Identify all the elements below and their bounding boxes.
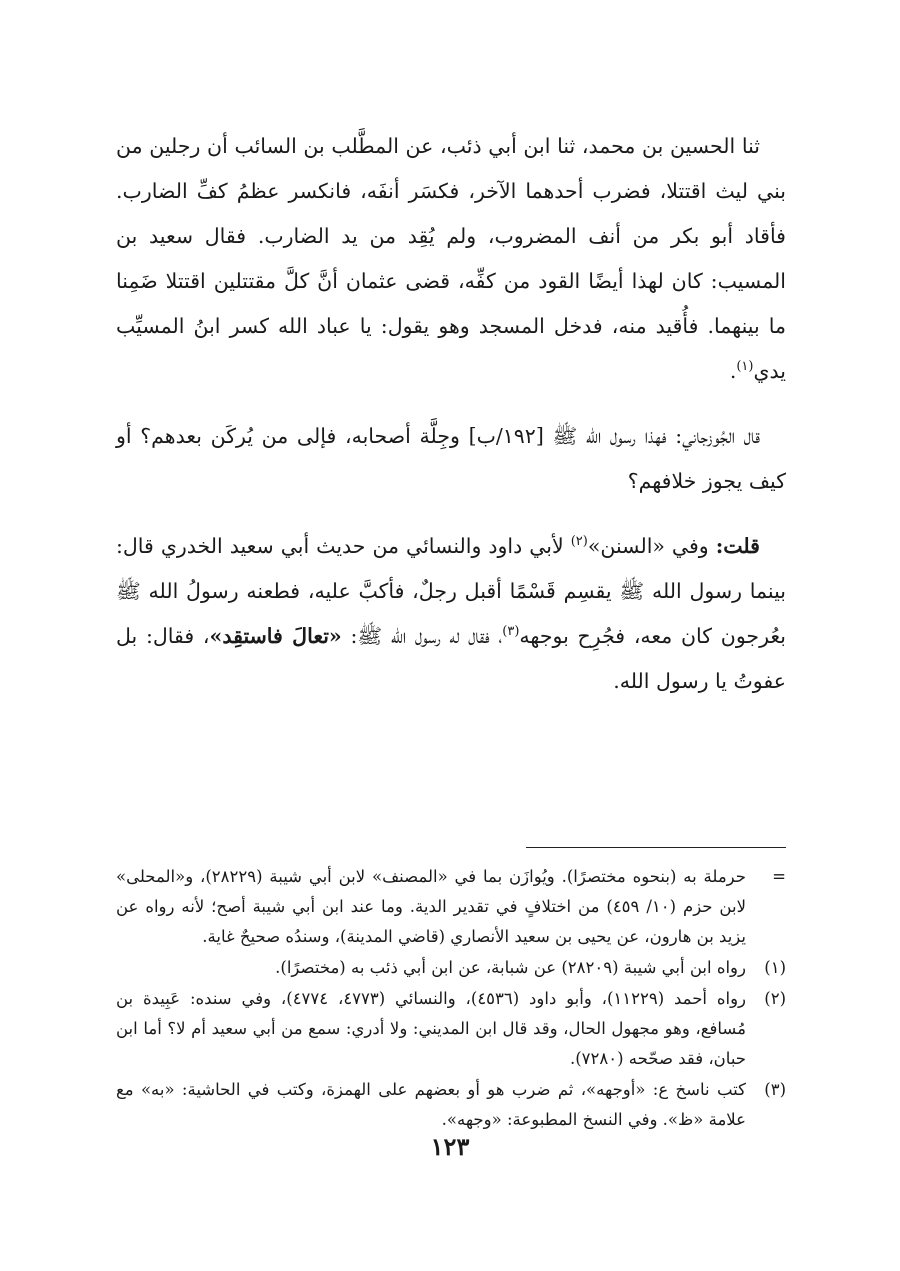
paragraph-text: لأبي داود والنسائي من حديث أبي سعيد الخدري قال: بينما رسول الله ﷺ يقسِم قَسْمًا أقبل رجلٌ، فأكبَّ عليه، فطعنه رسولُ الله ﷺ بعُرجون كان معه، فجُرِح بوجهه xyxy=(116,534,786,648)
paragraph-juzjani xyxy=(116,414,786,504)
footnote-mark: (٢) xyxy=(764,989,786,1008)
footnote-text: رواه ابن أبي شيبة (٢٨٢٠٩) عن شبابة، عن ابن أبي ذئب به (مختصرًا). xyxy=(275,958,746,977)
footnote-ref-2: (٢) xyxy=(570,534,588,550)
footnote-mark: = xyxy=(772,867,786,886)
paragraph-text: قال الجُوزجاني: فهذا رسول الله ﷺ [١٩٢/ب] وجِلَّة أصحابه، فإلى من يُركَن بعدهم؟ أو كيف يجوز خلافهم؟ xyxy=(116,424,786,493)
page-number: ١٢٣ xyxy=(430,1132,470,1161)
footnote-text: رواه أحمد (١١٢٢٩)، وأبو داود (٤٥٣٦)، والنسائي (٤٧٧٣، ٤٧٧٤)، وفي سنده: عَبِيدة بن مُسافع، وهو مجهول الحال، وقد قال ابن المديني: ولا أدري: سمع من أبي سعيد أم لا؟ أما ابن حبان، فقد صحّحه (٧٢٨٠). xyxy=(116,989,747,1068)
prophet-quote: «تعالَ فاستقِد» xyxy=(209,624,342,648)
footnote-mark: (١) xyxy=(764,958,786,977)
main-text xyxy=(116,124,786,704)
paragraph-end: . xyxy=(729,359,737,383)
footnote-ref-1: (١) xyxy=(736,359,754,375)
footnotes xyxy=(116,862,786,1136)
footnote-text: كتب ناسخ ع: «أوجهه»، ثم ضرب هو أو بعضهم على الهمزة، وكتب في الحاشية: «به» مع علامة «ظ». وفي النسخ المطبوعة: «وجهه». xyxy=(116,1080,746,1129)
paragraph-qultu xyxy=(116,524,786,704)
paragraph-text: ، فقال: بل عفوتُ يا رسول الله. xyxy=(116,624,786,693)
footnote-text: حرملة به (بنحوه مختصرًا). ويُوازَن بما في «المصنف» لابن أبي شيبة (٢٨٢٢٩)، و«المحلى» لابن حزم (١٠/ ٤٥٩) من اختلافٍ في تقدير الدية. وما عند ابن أبي شيبة أصح؛ لأنه رواه عن يزيد بن هارون، عن يحيى بن سعيد الأنصاري (قاضي المدينة)، وسندُه صحيحٌ غاية. xyxy=(116,867,746,946)
paragraph-text: وفي «السنن» xyxy=(587,534,716,558)
paragraph-hadith-narration xyxy=(116,124,786,394)
footnote-3 xyxy=(116,1075,786,1135)
footnote-1 xyxy=(116,953,786,983)
page-content xyxy=(116,124,786,1129)
paragraph-text: ثنا الحسين بن محمد، ثنا ابن أبي ذئب، عن المطَّلب بن السائب أن رجلين من بني ليث اقتتلا، فضرب أحدهما الآخر، فكسَر أنفَه، فانكسر عظمُ كفِّ الضارب. فأقاد أبو بكر من أنف المضروب، ولم يُقِد من يد الضارب. فقال سعيد بن المسيب: كان لهذا أيضًا القود من كفِّه، قضى عثمان أنَّ كلَّ مقتتلين اقتتلا ضَمِنا ما بينهما. فأُقيد منه، فدخل المسجد وهو يقول: يا عباد الله كسر ابنُ المسيِّب يدي xyxy=(116,134,786,383)
qultu-lead: قلت: xyxy=(715,534,760,558)
footnote-ref-3: (٣) xyxy=(502,624,520,640)
footnote-mark: (٣) xyxy=(764,1080,786,1099)
paragraph-text: ، فقال له رسول الله ﷺ: xyxy=(341,624,503,648)
footnote-2 xyxy=(116,984,786,1074)
footnote-divider xyxy=(526,847,786,848)
footnote-continuation xyxy=(116,862,786,952)
